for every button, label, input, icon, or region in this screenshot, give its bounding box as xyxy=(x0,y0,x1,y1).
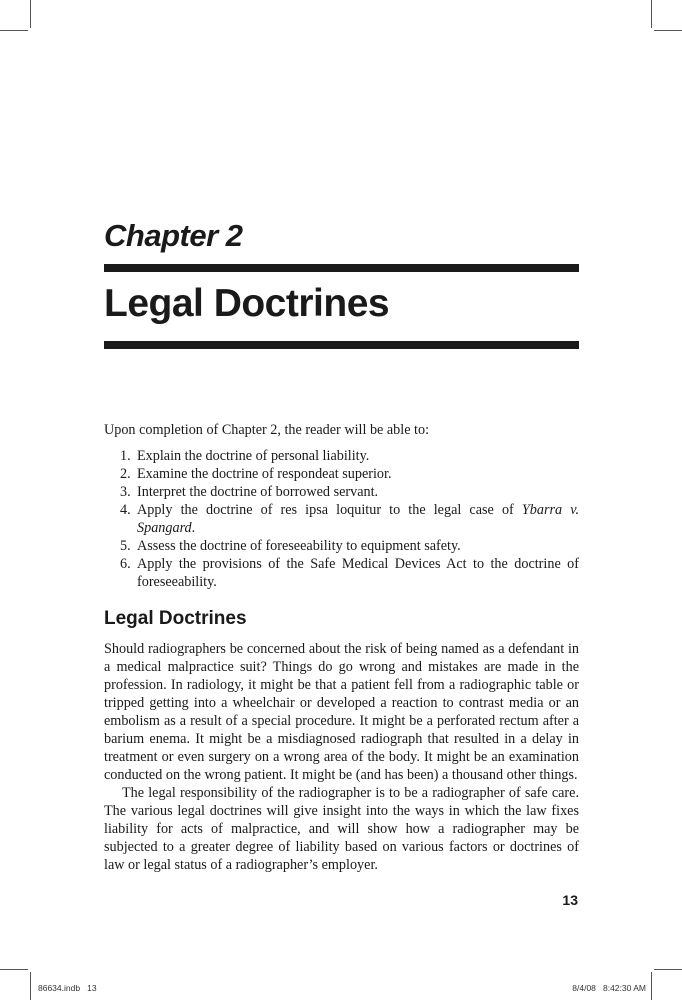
list-item-number: 3. xyxy=(120,484,131,500)
chapter-label: Chapter 2 xyxy=(104,218,243,253)
list-item xyxy=(104,447,579,465)
list-item-text-end: . xyxy=(191,520,196,536)
crop-mark-bottom-left-h xyxy=(0,969,28,970)
body-paragraph: The legal responsibility of the radiographer is to be a radiographer of safe care. The various legal doctrines will give insight into the ways in which the law fixes liability for acts of malpractice, and will show how a radiographer may be subjected to a greater degree of liability based on various factors or doctrines of law or legal status of a radiographer’s employer. xyxy=(104,785,579,873)
list-item-number: 6. xyxy=(120,556,131,572)
list-item-text: Examine the doctrine of respondeat superior. xyxy=(137,466,392,482)
section-heading: Legal Doctrines xyxy=(104,608,247,629)
body-paragraph: Should radiographers be concerned about the risk of being named as a defendant in a medical malpractice suit? Things do go wrong and mistakes are made in the profession. In radiology, it might be that a patient fell from a radiographic table or tripped getting into a wheelchair or developed a reaction to contrast media or an embolism as a result of a special procedure. It might be a perforated rectum after a barium enema. It might be a misdiagnosed radiograph that resulted in a delay in treatment or even surgery on a wrong area of the body. It might be an examination conducted on the wrong patient. It might be (and has been) a thousand other things. xyxy=(104,641,579,783)
list-item-text: Explain the doctrine of personal liability. xyxy=(137,448,370,464)
list-item-text: Apply the doctrine of res ipsa loquitur to the legal case of xyxy=(137,502,522,518)
crop-mark-top-left-v xyxy=(30,0,31,28)
list-item xyxy=(104,465,579,483)
crop-mark-bottom-right-h xyxy=(654,969,682,970)
list-item xyxy=(104,555,579,591)
bottom-rule xyxy=(104,341,579,349)
slug-file: 86634.indb 13 xyxy=(38,983,97,993)
crop-mark-top-right-v xyxy=(651,0,652,28)
slug-date: 8/4/08 8:42:30 AM xyxy=(572,983,646,993)
list-item-number: 1. xyxy=(120,448,131,464)
crop-mark-bottom-right-v xyxy=(651,972,652,1000)
objectives-list xyxy=(104,447,579,591)
crop-mark-top-left-h xyxy=(0,30,28,31)
crop-mark-top-right-h xyxy=(654,30,682,31)
list-item-text: Assess the doctrine of foreseeability to equipment safety. xyxy=(137,538,461,554)
list-item-text: Apply the provisions of the Safe Medical Devices Act to the doctrine of foreseeability. xyxy=(137,556,579,590)
list-item-text: Interpret the doctrine of borrowed servant. xyxy=(137,484,379,500)
top-rule xyxy=(104,264,579,272)
list-item-number: 4. xyxy=(120,502,131,518)
case-name: Ybarra v. Spangard xyxy=(137,502,579,536)
section-body xyxy=(104,640,579,874)
list-item-number: 5. xyxy=(120,538,131,554)
chapter-title: Legal Doctrines xyxy=(104,282,390,325)
list-item xyxy=(104,537,579,555)
page-number: 13 xyxy=(562,892,578,908)
crop-mark-bottom-left-v xyxy=(30,972,31,1000)
list-item xyxy=(104,501,579,537)
list-item-number: 2. xyxy=(120,466,131,482)
list-item xyxy=(104,483,579,501)
objectives-intro: Upon completion of Chapter 2, the reader will be able to: xyxy=(104,422,430,438)
